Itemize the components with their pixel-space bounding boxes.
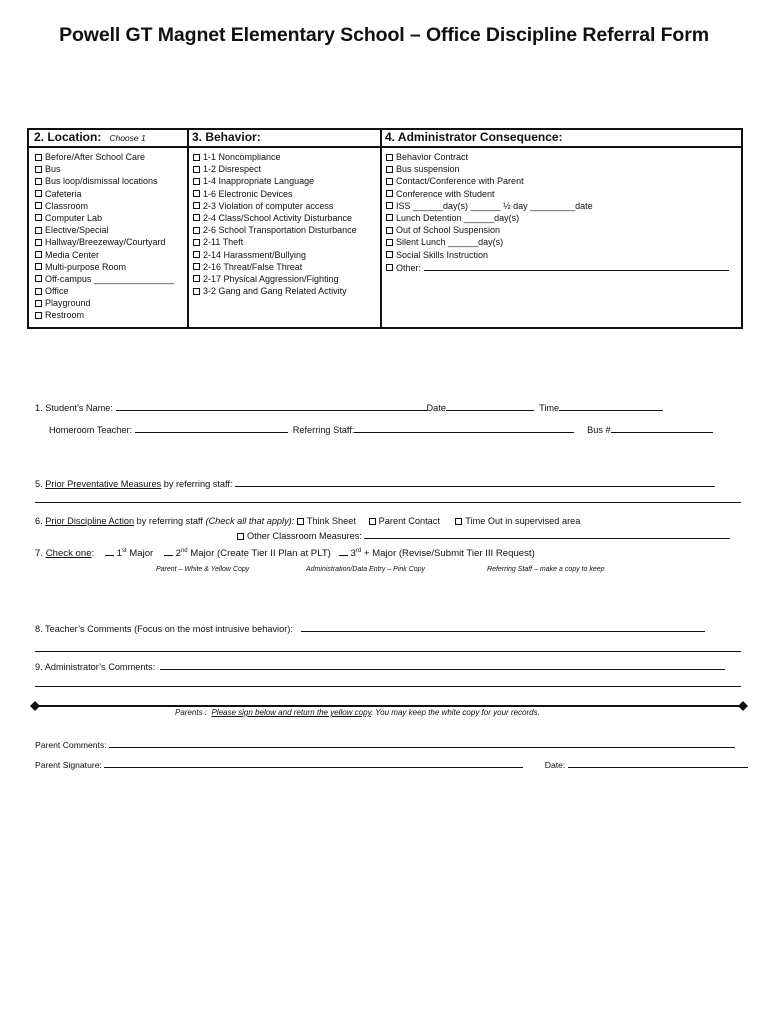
location-item[interactable] [35, 297, 187, 309]
behavior-item-label: 2-14 Harassment/Bullying [203, 249, 307, 260]
item-6-number: 6. [35, 516, 43, 526]
location-item[interactable] [35, 309, 187, 321]
location-item-label: Off-campus ________________ [45, 273, 174, 284]
behavior-item[interactable] [193, 273, 380, 285]
behavior-item-label: 3-2 Gang and Gang Related Activity [203, 286, 347, 297]
location-item[interactable] [35, 285, 187, 297]
prior-preventative-rest: by referring staff: [163, 479, 233, 489]
location-checkbox[interactable] [35, 227, 42, 234]
behavior-checkbox[interactable] [193, 166, 200, 173]
location-subheading: Choose 1 [109, 133, 146, 143]
copy-admin: Administration/Data Entry – Pink Copy [306, 566, 426, 573]
behavior-item[interactable] [193, 188, 380, 200]
homeroom-row [49, 423, 713, 435]
admin-comments-field[interactable] [160, 660, 725, 670]
consequence-item-label: Silent Lunch ______day(s) [396, 237, 504, 248]
consequence-item-label: Lunch Detention ______day(s) [396, 212, 520, 223]
parent-comments-label: Parent Comments: [35, 740, 107, 750]
item-7-number: 7. [35, 548, 44, 559]
behavior-item-label: 2-11 Theft [203, 237, 244, 248]
copy-parent: Parent – White & Yellow Copy [156, 566, 250, 573]
consequence-item[interactable] [386, 188, 741, 200]
homeroom-label: Homeroom Teacher: [49, 425, 133, 435]
location-checkbox[interactable] [35, 178, 42, 185]
student-name-field[interactable] [116, 401, 427, 411]
copy-staff: Referring Staff – make a copy to keep [487, 566, 605, 573]
location-item-label: Office [45, 286, 69, 297]
parents-instruction: Please sign below and return the yellow copy [211, 708, 371, 717]
parent-date-label: Date: [544, 760, 566, 770]
admin-comments-label: 9. Administrator’s Comments: [35, 662, 156, 672]
consequence-item[interactable] [386, 200, 741, 212]
referring-staff-label: Referring Staff: [292, 425, 355, 435]
consequence-column [380, 130, 741, 327]
behavior-checkbox[interactable] [193, 190, 200, 197]
prior-preventative-row [35, 477, 715, 489]
behavior-item[interactable] [193, 212, 380, 224]
homeroom-field[interactable] [135, 423, 288, 433]
parent-signature-row [35, 758, 748, 770]
consequence-item[interactable] [386, 236, 741, 248]
consequence-item-label: Behavior Contract [396, 152, 469, 162]
location-item[interactable] [35, 224, 187, 236]
location-item-label: Before/After School Care [45, 152, 146, 162]
consequence-item-label: ISS ______day(s) ______ ½ day _________date [396, 200, 593, 211]
location-item[interactable] [35, 249, 187, 261]
behavior-item[interactable] [193, 261, 380, 273]
date-field[interactable] [446, 401, 534, 411]
consequence-item[interactable] [386, 163, 741, 175]
behavior-checkbox[interactable] [193, 263, 200, 270]
student-name-row [35, 401, 663, 413]
location-item[interactable] [35, 175, 187, 187]
location-heading [29, 130, 187, 148]
time-out-checkbox[interactable] [455, 518, 462, 525]
bus-label: Bus # [587, 425, 611, 435]
location-checkbox[interactable] [35, 251, 42, 258]
behavior-checkbox[interactable] [193, 288, 200, 295]
consequence-heading: 4. Administrator Consequence: [380, 130, 741, 148]
check-one-label: Check one [45, 548, 92, 559]
major-3-num: 3 [350, 548, 356, 559]
location-list [29, 148, 187, 322]
consequence-other-label: Other: [396, 262, 422, 273]
prior-discipline-row [35, 516, 580, 526]
time-label: Time [539, 403, 560, 413]
parent-date-field[interactable] [568, 758, 748, 768]
other-measures-checkbox[interactable] [237, 533, 244, 540]
location-checkbox[interactable] [35, 239, 42, 246]
parent-comments-field[interactable] [109, 738, 735, 748]
consequence-item-label: Bus suspension [396, 164, 460, 175]
parent-contact-checkbox[interactable] [369, 518, 376, 525]
behavior-item[interactable] [193, 175, 380, 187]
behavior-item-label: 2-6 School Transportation Disturbance [203, 225, 357, 236]
referring-staff-field[interactable] [354, 423, 574, 433]
think-sheet-label: Think Sheet [306, 516, 356, 526]
location-item[interactable] [35, 236, 187, 248]
location-item-label: Bus [45, 164, 61, 175]
referral-table [27, 128, 743, 329]
major-1-label: Major [129, 548, 154, 559]
location-checkbox[interactable] [35, 275, 42, 282]
location-item[interactable] [35, 200, 187, 212]
consequence-other-checkbox[interactable] [386, 264, 393, 271]
teacher-comments-row [35, 622, 705, 634]
prior-preventative-field[interactable] [235, 477, 715, 487]
behavior-item-label: 2-3 Violation of computer access [203, 200, 334, 211]
behavior-checkbox[interactable] [193, 275, 200, 282]
consequence-checkbox[interactable] [386, 227, 393, 234]
teacher-comments-field[interactable] [301, 622, 705, 632]
behavior-item-label: 1-1 Noncompliance [203, 152, 281, 162]
item-5-number: 5. [35, 479, 43, 489]
major-2-blank[interactable] [164, 546, 173, 556]
other-measures-row [237, 529, 730, 541]
consequence-item-label: Conference with Student [396, 188, 495, 199]
prior-discipline-rest: by referring staff [136, 516, 203, 526]
behavior-checkbox[interactable] [193, 214, 200, 221]
behavior-item[interactable] [193, 236, 380, 248]
behavior-item-label: 1-6 Electronic Devices [203, 188, 293, 199]
location-checkbox[interactable] [35, 288, 42, 295]
consequence-item-label: Social Skills Instruction [396, 249, 489, 260]
parents-rest: . You may keep the white copy for your records. [370, 708, 540, 717]
teacher-comments-line2[interactable] [35, 651, 741, 652]
prior-discipline-note: (Check all that apply): [205, 516, 295, 526]
consequence-item[interactable] [386, 249, 741, 261]
consequence-checkbox[interactable] [386, 154, 393, 161]
location-item[interactable] [35, 212, 187, 224]
consequence-other-item[interactable] [386, 261, 741, 273]
consequence-item[interactable] [386, 224, 741, 236]
location-item[interactable] [35, 188, 187, 200]
consequence-item[interactable] [386, 175, 741, 187]
major-3-sup: rd [355, 548, 362, 554]
parents-note [175, 708, 540, 717]
location-item-label: Classroom [45, 200, 89, 211]
location-item[interactable] [35, 261, 187, 273]
consequence-item[interactable] [386, 212, 741, 224]
admin-comments-line2[interactable] [35, 686, 741, 687]
consequence-item-label: Contact/Conference with Parent [396, 176, 524, 187]
behavior-item[interactable] [193, 285, 380, 297]
consequence-checkbox[interactable] [386, 239, 393, 246]
location-item-label: Cafeteria [45, 188, 82, 199]
behavior-checkbox[interactable] [193, 227, 200, 234]
major-2-num: 2 [175, 548, 181, 559]
other-measures-field[interactable] [364, 529, 730, 539]
consequence-checkbox[interactable] [386, 202, 393, 209]
time-out-label: Time Out in supervised area [465, 516, 581, 526]
location-checkbox[interactable] [35, 300, 42, 307]
behavior-item-label: 1-4 Inappropriate Language [203, 176, 315, 187]
behavior-item[interactable] [193, 151, 380, 163]
prior-preventative-label: Prior Preventative Measures [45, 479, 162, 489]
major-1-blank[interactable] [105, 546, 114, 556]
behavior-item[interactable] [193, 249, 380, 261]
location-checkbox[interactable] [35, 263, 42, 270]
location-item-label: Computer Lab [45, 212, 103, 223]
behavior-item[interactable] [193, 200, 380, 212]
location-item-label: Multi-purpose Room [45, 261, 127, 272]
behavior-item-label: 2-17 Physical Aggression/Fighting [203, 273, 339, 284]
location-checkbox[interactable] [35, 190, 42, 197]
major-1-num: 1 [116, 548, 122, 559]
parent-contact-label: Parent Contact [378, 516, 440, 526]
location-heading-label: 2. Location: [34, 130, 102, 144]
location-item[interactable] [35, 273, 187, 285]
teacher-comments-label: 8. Teacher’s Comments (Focus on the most intrusive behavior): [35, 624, 293, 634]
check-one-row: 7. Check one: 1st Major 2nd Major (Create Tier II Plan at PLT) 3rd + Major (Revise/Submit Tier III Request) [35, 548, 535, 559]
consequence-checkbox[interactable] [386, 178, 393, 185]
location-checkbox[interactable] [35, 202, 42, 209]
consequence-list [380, 148, 741, 273]
location-item-label: Restroom [45, 310, 85, 321]
consequence-checkbox[interactable] [386, 166, 393, 173]
behavior-column [187, 130, 382, 327]
location-item[interactable] [35, 151, 187, 163]
location-item-label: Elective/Special [45, 225, 109, 236]
consequence-checkbox[interactable] [386, 190, 393, 197]
location-item[interactable] [35, 163, 187, 175]
behavior-item-label: 2-4 Class/School Activity Disturbance [203, 212, 353, 223]
other-measures-label: Other Classroom Measures: [247, 531, 362, 541]
major-3-blank[interactable] [339, 546, 348, 556]
parent-comments-row [35, 738, 735, 750]
major-3-label: + Major (Revise/Submit Tier III Request) [363, 548, 535, 559]
behavior-list [187, 148, 380, 297]
location-checkbox[interactable] [35, 154, 42, 161]
consequence-other-field[interactable] [424, 261, 729, 271]
date-label: Date [426, 403, 446, 413]
location-item-label: Bus loop/dismissal locations [45, 176, 158, 187]
prior-preventative-line2[interactable] [35, 502, 741, 503]
behavior-checkbox[interactable] [193, 239, 200, 246]
behavior-checkbox[interactable] [193, 154, 200, 161]
behavior-checkbox[interactable] [193, 202, 200, 209]
consequence-checkbox[interactable] [386, 251, 393, 258]
major-2-label: Major (Create Tier II Plan at PLT) [190, 548, 331, 559]
behavior-checkbox[interactable] [193, 178, 200, 185]
location-item-label: Hallway/Breezeway/Courtyard [45, 237, 166, 248]
behavior-heading: 3. Behavior: [187, 130, 380, 148]
location-item-label: Media Center [45, 249, 100, 260]
consequence-item-label: Out of School Suspension [396, 225, 501, 236]
behavior-item-label: 1-2 Disrespect [203, 164, 262, 175]
behavior-item[interactable] [193, 163, 380, 175]
major-2-sup: nd [180, 548, 188, 554]
prior-discipline-label: Prior Discipline Action [45, 516, 135, 526]
time-field[interactable] [559, 401, 663, 411]
admin-comments-row [35, 660, 725, 672]
parent-signature-label: Parent Signature: [35, 760, 102, 770]
think-sheet-checkbox[interactable] [297, 518, 304, 525]
location-checkbox[interactable] [35, 214, 42, 221]
location-item-label: Playground [45, 298, 91, 309]
parent-signature-field[interactable] [104, 758, 523, 768]
location-checkbox[interactable] [35, 166, 42, 173]
student-name-label: 1. Student’s Name: [35, 403, 113, 413]
page-title: Powell GT Magnet Elementary School – Office Discipline Referral Form [59, 24, 709, 46]
major-1-sup: st [121, 548, 127, 554]
behavior-checkbox[interactable] [193, 251, 200, 258]
behavior-item-label: 2-16 Threat/False Threat [203, 261, 303, 272]
parents-label: Parents : [175, 708, 208, 717]
location-checkbox[interactable] [35, 312, 42, 319]
location-column [29, 130, 189, 327]
consequence-checkbox[interactable] [386, 214, 393, 221]
bus-field[interactable] [611, 423, 713, 433]
behavior-item[interactable] [193, 224, 380, 236]
consequence-item[interactable] [386, 151, 741, 163]
